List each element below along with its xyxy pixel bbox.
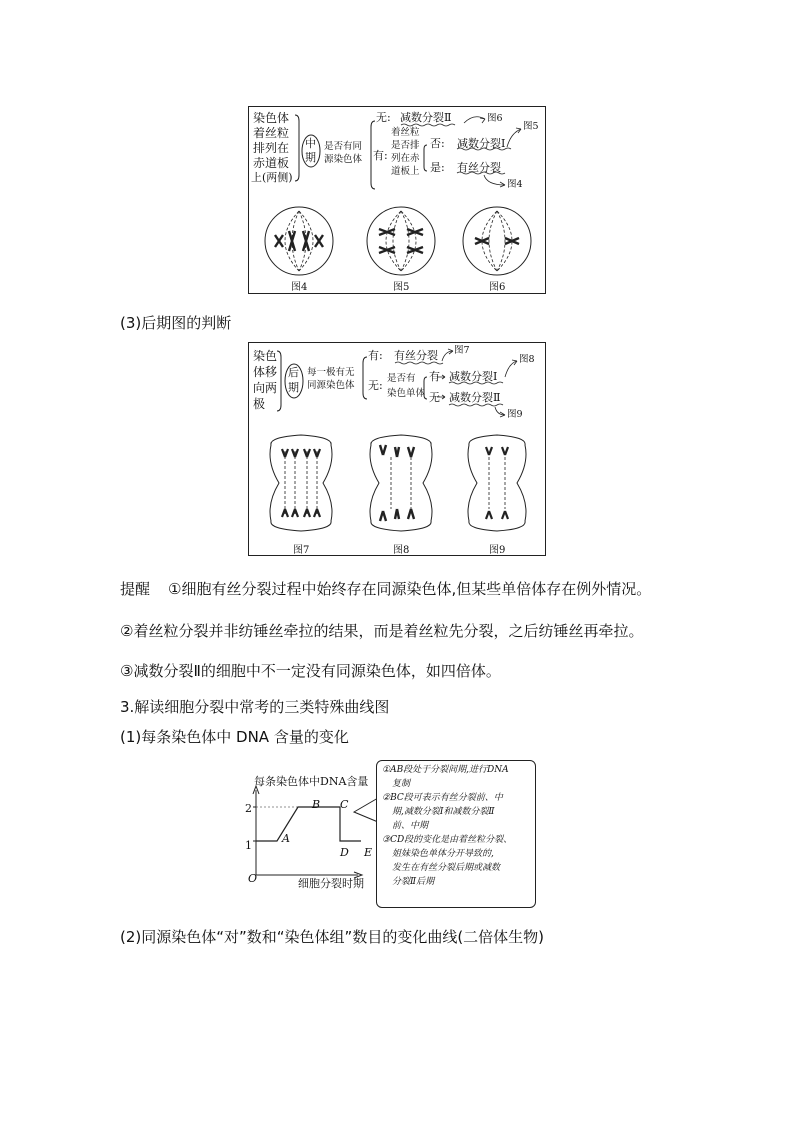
cell-fig6 <box>463 207 531 275</box>
metaphase-arrow-label-fig4: 图4 <box>507 179 523 190</box>
cell-fig9 <box>468 435 526 531</box>
dna-point-label-D: D <box>340 846 349 859</box>
anaphase-lead-line-4: 极 <box>253 397 266 411</box>
dna-note-9: 分裂Ⅱ后期 <box>392 877 435 887</box>
metaphase-wu-label: 无: <box>376 111 391 124</box>
dna-note-8: 发生在有丝分裂后期或减数 <box>392 863 501 873</box>
dna-origin: O <box>248 872 258 885</box>
dna-note-7: 姐妹染色单体分开导致的, <box>392 849 494 859</box>
anaphase-arrow-label-fig7: 图7 <box>454 345 470 356</box>
metaphase-shi-result: 有丝分裂 <box>457 161 501 174</box>
reminder-item-1: ①细胞有丝分裂过程中始终存在同源染色体,但某些单倍体存在例外情况。 <box>168 580 652 598</box>
metaphase-wu-result: 减数分裂Ⅱ <box>400 111 452 124</box>
reminder-line-1 <box>120 578 651 599</box>
dna-point-label-A: A <box>282 832 290 845</box>
dna-y-title: 每条染色体中DNA含量 <box>254 775 369 788</box>
dna-ytick-1: 1 <box>245 839 252 852</box>
cell-fig8 <box>370 435 432 531</box>
metaphase-sub-question-1: 着丝粒 <box>391 127 420 138</box>
dna-point-label-E: E <box>364 846 373 859</box>
metaphase-oval-text-1: 中 <box>305 137 316 150</box>
caption-fig7: 图7 <box>293 545 310 556</box>
dna-chart <box>240 760 540 910</box>
caption-fig5: 图5 <box>393 282 410 293</box>
metaphase-sub-question-2: 是否排 <box>391 140 420 151</box>
metaphase-question-1: 是否有同 <box>324 141 363 152</box>
dna-note-5: 前、中期 <box>392 821 429 831</box>
caption-fig9: 图9 <box>489 545 506 556</box>
metaphase-arrow-label-fig5: 图5 <box>523 121 539 132</box>
dna-note-3: ②BC段可表示有丝分裂前、中 <box>382 793 503 803</box>
anaphase-branch-wu-result: 减数分裂Ⅱ <box>449 391 501 404</box>
anaphase-sub-question-2: 染色单体 <box>387 388 426 399</box>
anaphase-branch-wu: 无 <box>429 391 440 404</box>
anaphase-branch-you: 有 <box>429 370 440 383</box>
reminder-label: 提醒 <box>120 580 151 598</box>
reminder-item-2: ②着丝粒分裂并非纺锤丝牵拉的结果，而是着丝粒先分裂，之后纺锤丝再牵拉。 <box>120 622 644 640</box>
metaphase-cells <box>249 199 547 289</box>
metaphase-figure <box>248 106 546 294</box>
anaphase-cells <box>249 431 547 541</box>
section3-title: 3.解读细胞分裂中常考的三类特殊曲线图 <box>120 698 390 716</box>
cell-fig5 <box>367 207 435 275</box>
anaphase-sub-question-1: 是否有 <box>387 373 416 384</box>
anaphase-oval-text-2: 期 <box>288 381 299 394</box>
anaphase-question-1: 每一极有无 <box>307 367 355 378</box>
anaphase-lead-line-3: 向两 <box>253 381 278 395</box>
anaphase-question-2: 同源染色体 <box>307 380 355 391</box>
dna-point-label-B: B <box>312 798 321 811</box>
dna-point-label-C: C <box>340 798 349 811</box>
metaphase-question-2: 源染色体 <box>324 154 363 165</box>
metaphase-sub-question-4: 道板上 <box>391 166 420 177</box>
caption-fig4: 图4 <box>291 282 308 293</box>
metaphase-arrow-label-fig6: 图6 <box>487 113 503 124</box>
cell-fig7 <box>270 435 332 531</box>
dna-note-1: ①AB段处于分裂间期,进行DNA <box>382 765 509 775</box>
sub2-title: (2)同源染色体“对”数和“染色体组”数目的变化曲线(二倍体生物) <box>120 928 545 946</box>
anaphase-you-label: 有: <box>368 349 383 362</box>
caption-fig6: 图6 <box>489 282 506 293</box>
sub1-title: (1)每条染色体中 DNA 含量的变化 <box>120 728 349 746</box>
dna-x-title: 细胞分裂时期 <box>298 877 364 890</box>
metaphase-sub-question-3: 列在赤 <box>391 153 420 164</box>
anaphase-oval-text-1: 后 <box>288 366 299 379</box>
metaphase-shi-label: 是: <box>430 161 445 174</box>
metaphase-lead-line-4: 赤道板 <box>253 156 290 170</box>
caption-fig8: 图8 <box>393 545 410 556</box>
metaphase-fou-label: 否: <box>430 137 445 150</box>
anaphase-branch-you-result: 减数分裂Ⅰ <box>449 370 498 383</box>
dna-note-6: ③CD段的变化是由着丝粒分裂、 <box>382 835 513 845</box>
metaphase-lead-line-3: 排列在 <box>253 141 290 155</box>
metaphase-lead-line-1: 染色体 <box>253 111 290 125</box>
metaphase-lead-line-5: 上(两侧) <box>251 171 293 184</box>
anaphase-wu-label: 无: <box>368 379 383 392</box>
anaphase-lead-line-1: 染色 <box>253 349 278 363</box>
anaphase-arrow-label-fig9: 图9 <box>507 409 523 420</box>
metaphase-fou-result: 减数分裂Ⅰ <box>457 137 506 150</box>
metaphase-lead-line-2: 着丝粒 <box>253 126 290 140</box>
anaphase-you-result: 有丝分裂 <box>394 349 438 362</box>
dna-ytick-2: 2 <box>245 802 252 815</box>
heading-anaphase: (3)后期图的判断 <box>120 314 232 332</box>
dna-series-line <box>256 807 361 841</box>
anaphase-lead-line-2: 体移 <box>253 365 278 379</box>
dna-note-2: 复制 <box>392 779 411 789</box>
metaphase-you-label: 有: <box>373 149 388 162</box>
reminder-item-3: ③减数分裂Ⅱ的细胞中不一定没有同源染色体，如四倍体。 <box>120 662 501 680</box>
dna-note-4: 期,减数分裂Ⅰ和减数分裂Ⅱ <box>392 807 495 817</box>
anaphase-figure <box>248 342 546 556</box>
metaphase-oval-text-2: 期 <box>305 151 316 164</box>
anaphase-arrow-label-fig8: 图8 <box>519 354 535 365</box>
cell-fig4 <box>265 207 333 275</box>
